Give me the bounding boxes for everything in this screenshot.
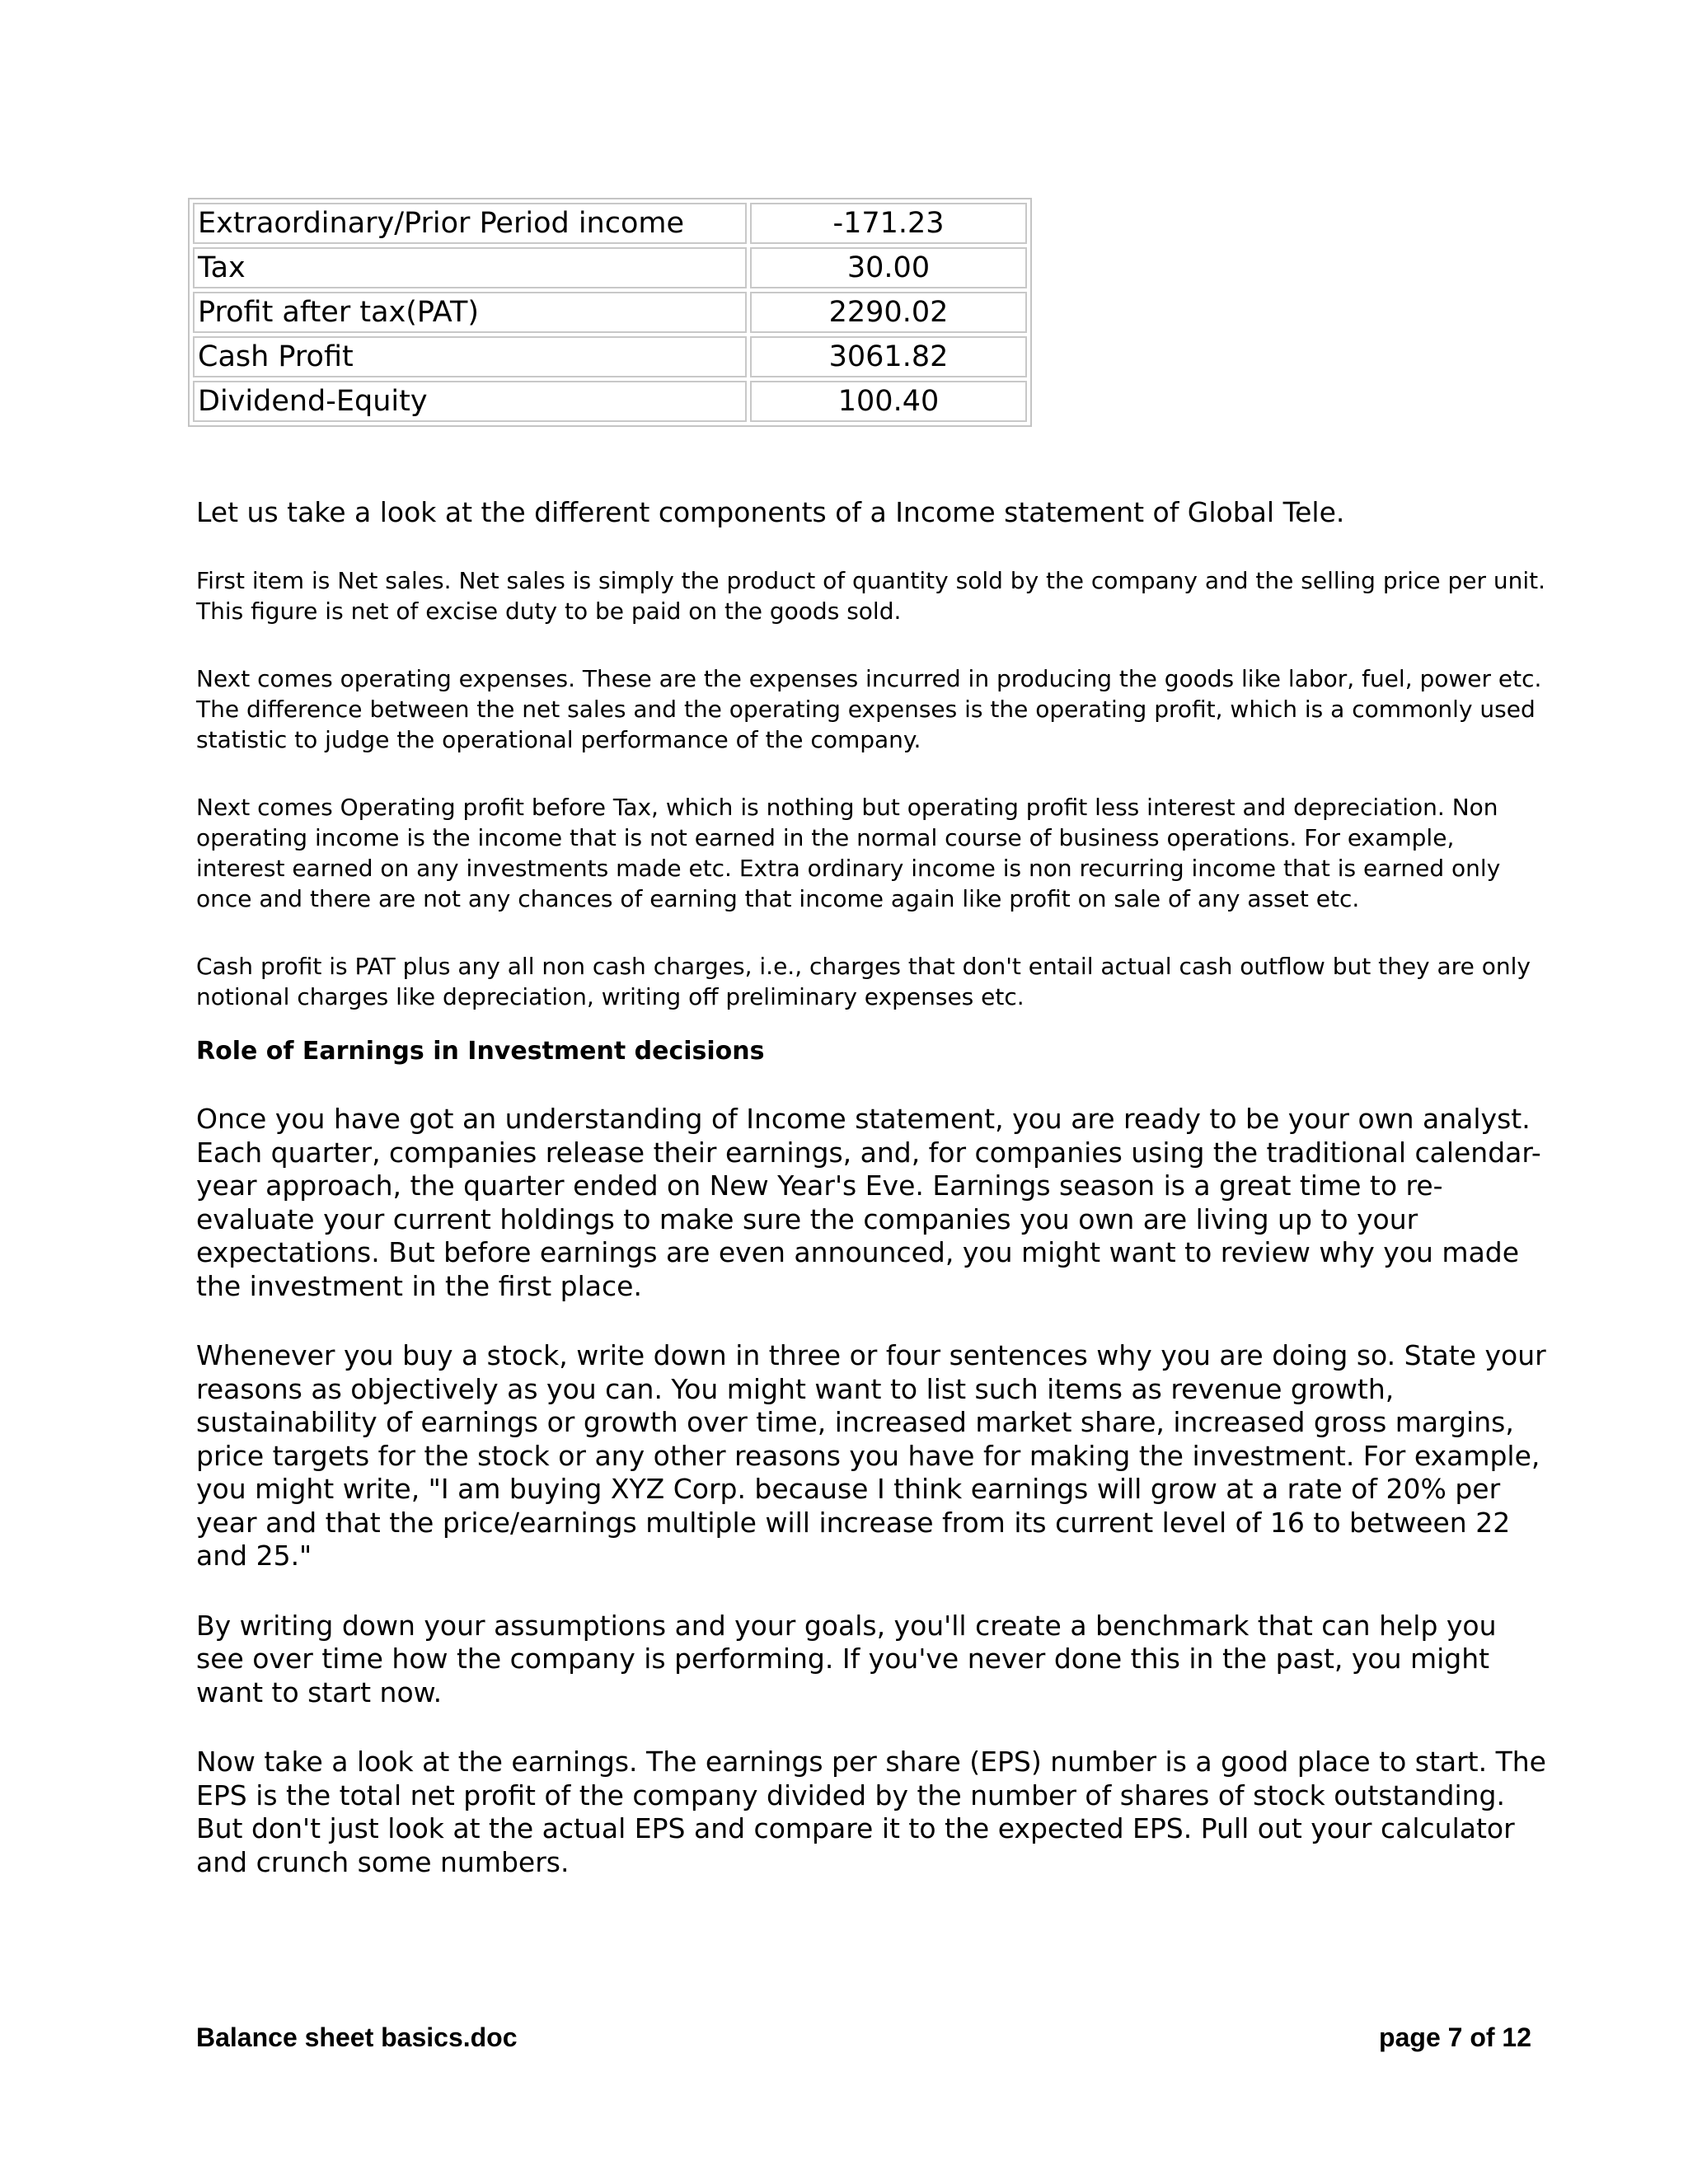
row-label: Dividend-Equity — [193, 381, 747, 422]
row-value: -171.23 — [750, 203, 1027, 244]
row-value: 30.00 — [750, 247, 1027, 288]
row-label: Cash Profit — [193, 336, 747, 377]
document-body — [196, 494, 1548, 1915]
income-statement-table — [188, 198, 1032, 427]
cash-profit-paragraph: Cash profit is PAT plus any all non cash charges, i.e., charges that don't entail actual cash outflow but they are only notional charges like depreciation, writing off preliminary expenses etc. — [196, 953, 1531, 1010]
row-label: Extraordinary/Prior Period income — [193, 203, 747, 244]
row-value: 3061.82 — [750, 336, 1027, 377]
row-value: 2290.02 — [750, 292, 1027, 333]
row-value: 100.40 — [750, 381, 1027, 422]
footer-filename: Balance sheet basics.doc — [196, 2022, 518, 2052]
footer-page-number: page 7 of 12 — [1379, 2022, 1531, 2052]
net-sales-paragraph: First item is Net sales. Net sales is simply the product of quantity sold by the company and the selling price per unit. This figure is net of excise duty to be paid on the goods sold. — [196, 567, 1546, 625]
table-row — [193, 247, 1027, 288]
analyst-paragraph: Once you have got an understanding of Income statement, you are ready to be your own analyst. Each quarter, companies release their earnings, and, for companies using the traditional calendar-year approach, the quarter ended on New Year's Eve. Earnings season is a great time to re-evaluate your current holdings to make sure the companies you own are living up to your expectations. But before earnings are even announced, you might want to review why you made the investment in the first place. — [196, 1103, 1541, 1302]
row-label: Tax — [193, 247, 747, 288]
eps-paragraph: Now take a look at the earnings. The earnings per share (EPS) number is a good place to start. The EPS is the total net profit of the company divided by the number of shares of stock outstanding. But don't just look at the actual EPS and compare it to the expected EPS. Pull out your calculator and crunch some numbers. — [196, 1746, 1546, 1878]
intro-paragraph: Let us take a look at the different components of a Income statement of Global Tele. — [196, 496, 1345, 528]
operating-profit-paragraph: Next comes Operating profit before Tax, which is nothing but operating profit less interest and depreciation. Non operating income is the income that is not earned in the normal course of business operations. For example, interest earned on any investments made etc. Extra ordinary income is non recurring income that is earned only once and there are not any chances of earning that income again like profit on sale of any asset etc. — [196, 794, 1501, 912]
table-row — [193, 292, 1027, 333]
operating-expenses-paragraph: Next comes operating expenses. These are the expenses incurred in producing the goods like labor, fuel, power etc. The difference between the net sales and the operating expenses is the operating profit, which is a commonly used statistic to judge the operational performance of the company. — [196, 665, 1542, 753]
table-row — [193, 203, 1027, 244]
section-heading: Role of Earnings in Investment decisions — [196, 1037, 765, 1066]
write-down-paragraph: Whenever you buy a stock, write down in three or four sentences why you are doing so. State your reasons as objectively as you can. You might want to list such items as revenue growth, sustainability of earnings or growth over time, increased market share, increased gross margins, price targets for the stock or any other reasons you have for making the investment. For example, you might write, "I am buying XYZ Corp. because I think earnings will grow at a rate of 20% per year and that the price/earnings multiple will increase from its current level of 16 to between 22 and 25." — [196, 1339, 1546, 1572]
benchmark-paragraph: By writing down your assumptions and your goals, you'll create a benchmark that can help you see over time how the company is performing. If you've never done this in the past, you might want to start now. — [196, 1609, 1497, 1708]
table-row — [193, 336, 1027, 377]
table-row — [193, 381, 1027, 422]
row-label: Profit after tax(PAT) — [193, 292, 747, 333]
